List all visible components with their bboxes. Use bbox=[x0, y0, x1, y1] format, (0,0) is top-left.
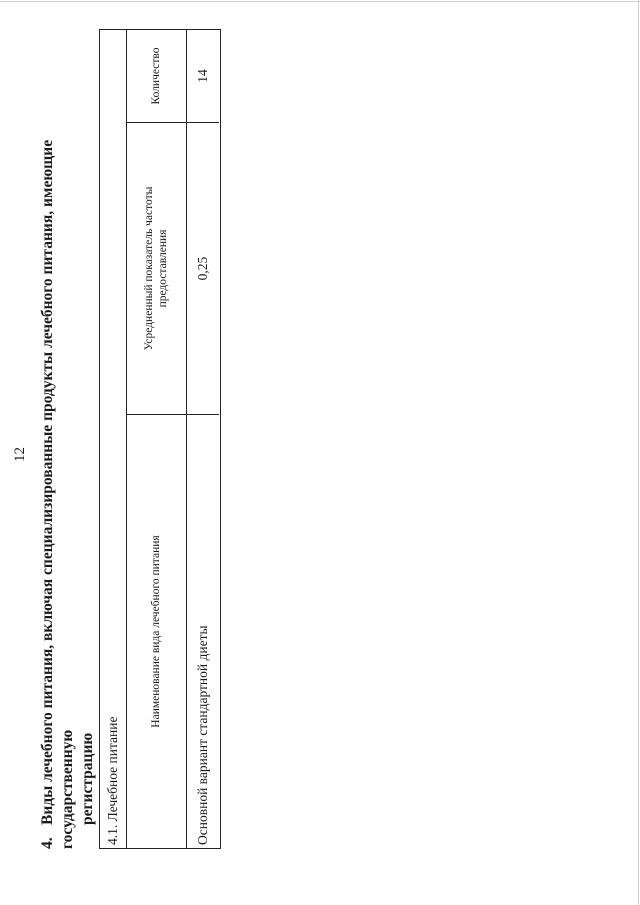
cell-frequency: 0,25 bbox=[186, 123, 219, 415]
nutrition-table bbox=[99, 29, 221, 849]
cell-nutrition-type: Основной вариант стандартной диеты bbox=[194, 625, 210, 845]
table-header-row bbox=[126, 30, 187, 848]
section-heading-line-1 bbox=[38, 49, 78, 849]
header-nutrition-type: Наименование вида лечебного питания bbox=[150, 535, 162, 728]
section-number: 4. bbox=[39, 837, 56, 849]
page-number: 12 bbox=[12, 447, 28, 462]
header-frequency: Усредненный показатель частоты предоставления bbox=[126, 123, 186, 415]
header-quantity: Количество bbox=[126, 30, 186, 123]
section-title-line-1: Виды лечебного питания, включая специализированные продукты лечебного питания, имеющие государственную bbox=[39, 139, 76, 849]
cell-quantity: 14 bbox=[186, 30, 219, 123]
section-heading bbox=[38, 49, 98, 849]
table-subsection-row bbox=[100, 30, 127, 848]
subsection-title: 4.1. Лечебное питание bbox=[105, 716, 120, 845]
table-row bbox=[186, 30, 219, 848]
section-title-line-2: регистрацию bbox=[79, 732, 96, 825]
